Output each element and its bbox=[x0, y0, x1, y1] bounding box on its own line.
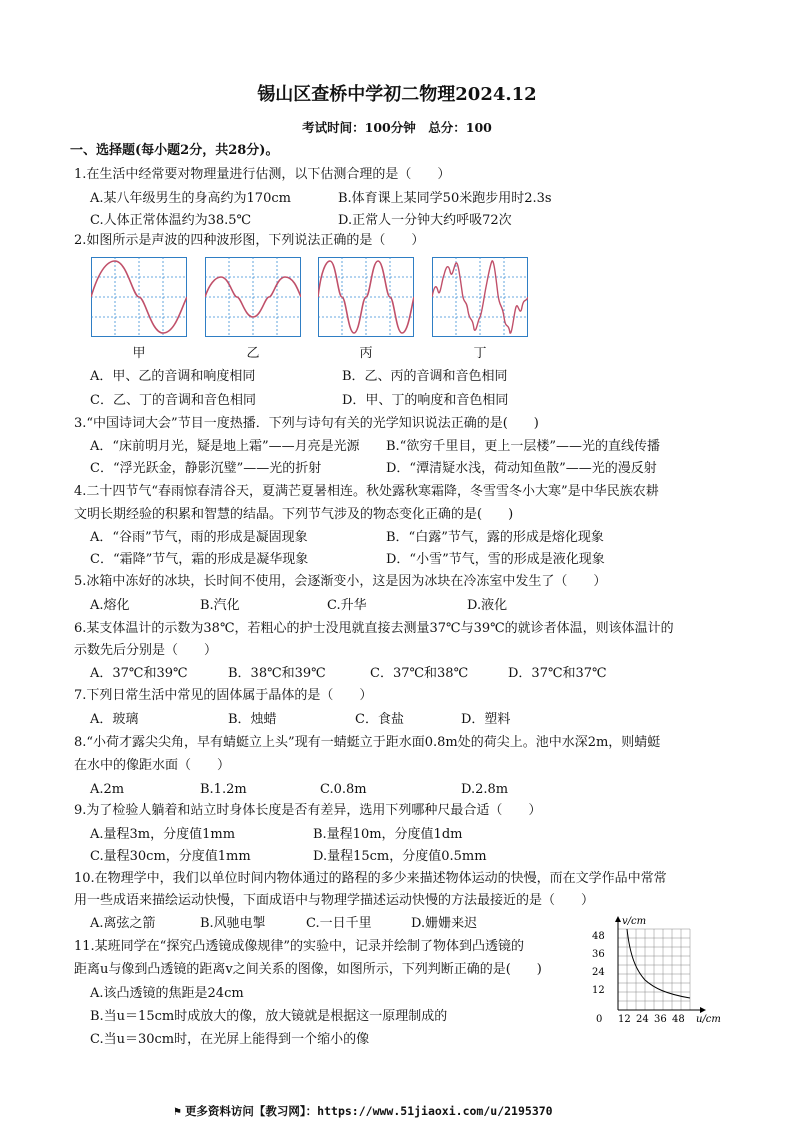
question-11-option-a: A.该凸透镜的焦距是24cm bbox=[90, 986, 244, 1001]
question-5-option-a: A.熔化 bbox=[90, 598, 130, 613]
waveform-jia bbox=[91, 257, 187, 337]
graph-ytick-12: 12 bbox=[592, 985, 605, 996]
question-5-stem: 5.冰箱中冻好的冰块，长时间不使用，会逐渐变小，这是因为冰块在冷冻室中发生了（ ） bbox=[74, 574, 607, 589]
question-10-stem-line2: 用一些成语来描绘运动快慢，下面成语中与物理学描述运动快慢的方法最接近的是（ ） bbox=[74, 893, 595, 908]
question-7-option-c: C．食盐 bbox=[355, 712, 404, 727]
question-8-option-a: A.2m bbox=[90, 782, 125, 797]
question-1-option-d: D.正常人一分钟大约呼吸72次 bbox=[338, 213, 512, 228]
question-11-option-c: C.当u＝30cm时，在光屏上能得到一个缩小的像 bbox=[90, 1032, 370, 1047]
graph-xlabel: u/cm bbox=[696, 1014, 721, 1025]
question-2-option-d: D．甲、丁的响度和音色相同 bbox=[342, 393, 509, 408]
question-7-stem: 7.下列日常生活中常见的固体属于晶体的是（ ） bbox=[74, 688, 373, 703]
question-10-option-d: D.姗姗来迟 bbox=[411, 916, 478, 931]
question-1-option-b: B.体育课上某同学50米跑步用时2.3s bbox=[338, 191, 552, 206]
question-9-stem: 9.为了检验人躺着和站立时身体长度是否有差异，选用下列哪种尺最合适（ ） bbox=[74, 803, 542, 818]
footer-text: 更多资料访问【教习网】：https://www.51jiaoxi.com/u/2195370 bbox=[184, 1104, 553, 1118]
question-3-option-a: A．“床前明月光，疑是地上霜”——月亮是光源 bbox=[90, 439, 360, 454]
waveform-bing bbox=[318, 257, 414, 337]
question-4-option-c: C．“霜降”节气，霜的形成是凝华现象 bbox=[90, 552, 309, 567]
waveform-label-bing: 丙 bbox=[359, 346, 373, 361]
question-3-option-c: C．“浮光跃金，静影沉璧”——光的折射 bbox=[90, 461, 322, 476]
question-3-option-d: D．“潭清疑水浅，荷动知鱼散”——光的漫反射 bbox=[386, 461, 657, 476]
waveform-label-ding: 丁 bbox=[473, 346, 487, 361]
question-3-stem: 3.“中国诗词大会”节目一度热播．下列与诗句有关的光学知识说法正确的是( ) bbox=[74, 416, 539, 431]
question-7-option-d: D．塑料 bbox=[461, 712, 511, 727]
question-1-stem: 1.在生活中经常要对物理量进行估测，以下估测合理的是（ ） bbox=[74, 167, 451, 182]
graph-ytick-48: 48 bbox=[592, 931, 605, 942]
question-8-stem-line2: 在水中的像距水面（ ） bbox=[74, 758, 231, 773]
graph-xtick-12: 12 bbox=[618, 1014, 631, 1025]
question-4-stem-line1: 4.二十四节气“春雨惊春清谷天，夏满芒夏暑相连。秋处露秋寒霜降，冬雪雪冬小大寒”是中华民族农耕 bbox=[74, 484, 659, 499]
graph-xtick-36: 36 bbox=[654, 1014, 667, 1025]
question-5-option-b: B.汽化 bbox=[200, 598, 240, 613]
question-6-option-d: D．37℃和37℃ bbox=[508, 666, 607, 681]
question-2-option-c: C．乙、丁的音调和音色相同 bbox=[90, 393, 256, 408]
question-4-option-b: B．“白露”节气，露的形成是熔化现象 bbox=[386, 530, 604, 545]
question-2-option-a: A．甲、乙的音调和响度相同 bbox=[90, 369, 256, 384]
question-6-stem-line1: 6.某支体温计的示数为38℃，若粗心的护士没甩就直接去测量37℃与39℃的就诊者体温，则该体温计的 bbox=[74, 621, 674, 636]
graph-xtick-0: 0 bbox=[596, 1014, 603, 1025]
question-1-option-c: C.人体正常体温约为38.5℃ bbox=[90, 213, 252, 228]
question-6-option-b: B．38℃和39℃ bbox=[228, 666, 326, 681]
question-8-stem-line1: 8.“小荷才露尖尖角，早有蜻蜓立上头”现有一蜻蜓立于距水面0.8m处的荷尖上。池中水深2m，则蜻蜓 bbox=[74, 735, 661, 750]
waveform-label-jia: 甲 bbox=[132, 346, 146, 361]
waveform-label-yi: 乙 bbox=[246, 346, 260, 361]
question-8-option-b: B.1.2m bbox=[200, 782, 247, 797]
flag-icon: ⚑ bbox=[174, 1104, 181, 1118]
section-heading: 一、选择题(每小题2分，共28分)。 bbox=[70, 143, 279, 158]
question-9-option-d: D.量程15cm，分度值0.5mm bbox=[313, 849, 487, 864]
question-5-option-c: C.升华 bbox=[327, 598, 367, 613]
question-7-option-b: B．烛蜡 bbox=[228, 712, 277, 727]
waveform-ding bbox=[432, 257, 528, 337]
graph-xtick-48: 48 bbox=[672, 1014, 685, 1025]
exam-info: 考试时间：100分钟 总分：100 bbox=[302, 120, 492, 135]
question-6-stem-line2: 示数先后分别是（ ） bbox=[74, 643, 218, 658]
question-10-option-a: A.离弦之箭 bbox=[90, 916, 156, 931]
question-4-stem-line2: 文明长期经验的积累和智慧的结晶。下列节气涉及的物态变化正确的是( ) bbox=[74, 507, 514, 522]
question-1-option-a: A.某八年级男生的身高约为170cm bbox=[90, 191, 291, 206]
question-6-option-c: C．37℃和38℃ bbox=[370, 666, 469, 681]
graph-xtick-24: 24 bbox=[636, 1014, 649, 1025]
question-10-stem-line1: 10.在物理学中，我们以单位时间内物体通过的路程的多少来描述物体运动的快慢，而在文学作品中常常 bbox=[74, 871, 667, 886]
question-5-option-d: D.液化 bbox=[467, 598, 508, 613]
question-8-option-c: C.0.8m bbox=[320, 782, 367, 797]
question-9-option-b: B.量程10m，分度值1dm bbox=[313, 827, 463, 842]
question-2-option-b: B．乙、丙的音调和音色相同 bbox=[342, 369, 508, 384]
question-4-option-d: D．“小雪”节气，雪的形成是液化现象 bbox=[386, 552, 605, 567]
footer-link[interactable] bbox=[174, 1103, 553, 1119]
question-11-option-b: B.当u＝15cm时成放大的像，放大镜就是根据这一原理制成的 bbox=[90, 1009, 448, 1024]
question-8-option-d: D.2.8m bbox=[461, 782, 509, 797]
waveform-yi bbox=[205, 257, 301, 337]
question-11-stem-line1: 11.某班同学在“探究凸透镜成像规律”的实验中，记录并绘制了物体到凸透镜的 bbox=[74, 939, 524, 954]
lens-uv-graph bbox=[586, 910, 726, 1025]
question-3-option-b: B.“欲穷千里目，更上一层楼”——光的直线传播 bbox=[386, 439, 660, 454]
question-4-option-a: A．“谷雨”节气，雨的形成是凝固现象 bbox=[90, 530, 308, 545]
question-9-option-a: A.量程3m，分度值1mm bbox=[90, 827, 236, 842]
page-title: 锡山区查桥中学初二物理2024.12 bbox=[257, 84, 537, 105]
question-7-option-a: A．玻璃 bbox=[90, 712, 139, 727]
question-10-option-b: B.风驰电掣 bbox=[200, 916, 266, 931]
question-11-stem-line2: 距离u与像到凸透镜的距离v之间关系的图像，如图所示，下列判断正确的是( ) bbox=[74, 962, 542, 977]
question-9-option-c: C.量程30cm，分度值1mm bbox=[90, 849, 251, 864]
question-2-stem: 2.如图所示是声波的四种波形图，下列说法正确的是（ ） bbox=[74, 233, 425, 248]
graph-ylabel: v/cm bbox=[622, 916, 647, 927]
question-6-option-a: A．37℃和39℃ bbox=[90, 666, 188, 681]
graph-ytick-36: 36 bbox=[592, 949, 605, 960]
question-10-option-c: C.一日千里 bbox=[306, 916, 372, 931]
graph-ytick-24: 24 bbox=[592, 967, 605, 978]
